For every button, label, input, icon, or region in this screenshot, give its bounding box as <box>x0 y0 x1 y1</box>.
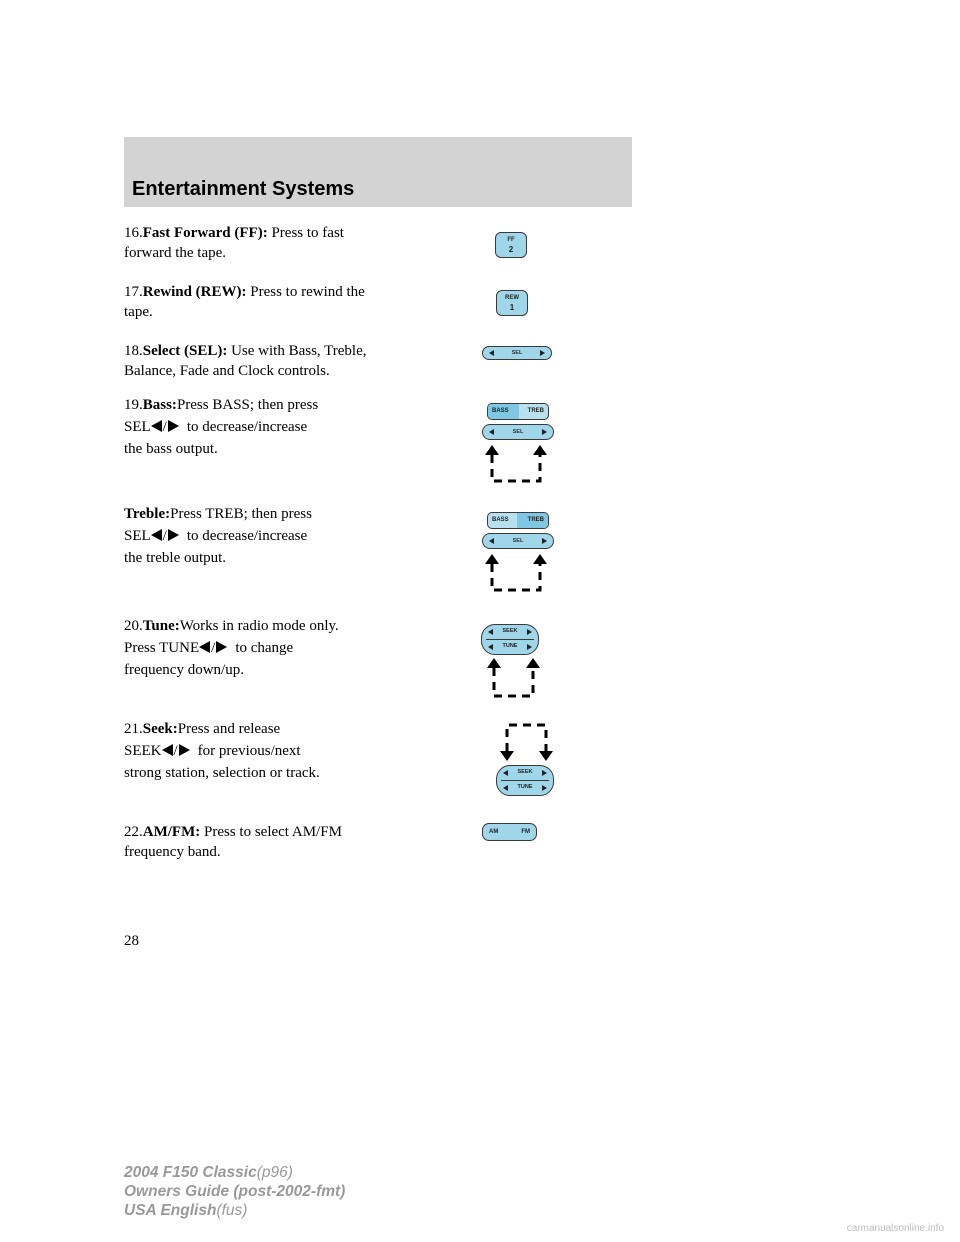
entry-bass: 19.Bass:Press BASS; then press SEL / to decrease/increase the bass output. <box>124 397 319 457</box>
sel-right-arrow-icon <box>540 350 545 356</box>
term-fast-forward: Fast Forward (FF): <box>142 225 268 241</box>
right-triangle-icon <box>168 529 179 541</box>
bass-controls-illustration <box>482 403 556 485</box>
ff-button-icon: FF 2 <box>495 232 527 258</box>
entry-fast-forward: 16.Fast Forward (FF): Press to fast forward the tape. <box>124 225 344 261</box>
arrows-up-indicator-icon <box>482 554 556 594</box>
seek-tune-button-icon: SEEK TUNE <box>481 624 539 655</box>
document-footer: 2004 F150 Classic(p96) Owners Guide (post-2002-fmt) USA English(fus) <box>124 1164 346 1219</box>
left-triangle-icon <box>199 641 210 653</box>
entry-seek: 21.Seek:Press and release SEEK / for previous/next strong station, selection or track. <box>124 721 320 781</box>
page-number: 28 <box>124 933 139 949</box>
entry-treble: Treble:Press TREB; then press SEL / to decrease/increase the treble output. <box>124 506 312 566</box>
seek-tune-button-icon: SEEK TUNE <box>496 765 554 796</box>
term-tune: Tune: <box>142 618 180 634</box>
entry-rewind: 17.Rewind (REW): Press to rewind the tape. <box>124 284 365 320</box>
left-triangle-icon <box>151 529 162 541</box>
arrows-up-indicator-icon <box>482 445 556 485</box>
term-am-fm: AM/FM: <box>142 824 201 840</box>
term-rewind: Rewind (REW): <box>142 284 247 300</box>
term-select: Select (SEL): <box>142 343 228 359</box>
tune-controls-illustration <box>481 624 543 700</box>
watermark: carmanualsonline.info <box>846 1223 944 1234</box>
entry-tune: 20.Tune:Works in radio mode only. Press TUNE / to change frequency down/up. <box>124 618 339 678</box>
bass-treb-button-icon: BASS TREB <box>487 512 549 529</box>
section-title: Entertainment Systems <box>132 178 355 200</box>
right-triangle-icon <box>168 420 179 432</box>
term-treble: Treble: <box>124 506 171 522</box>
arrows-down-indicator-icon <box>494 723 556 765</box>
seek-controls-illustration <box>494 723 556 799</box>
right-triangle-icon <box>216 641 227 653</box>
left-triangle-icon <box>162 744 173 756</box>
right-triangle-icon <box>179 744 190 756</box>
sel-button-icon: SEL <box>482 346 552 360</box>
sel-button-icon: SEL <box>482 533 554 549</box>
entry-am-fm: 22.AM/FM: Press to select AM/FM frequency band. <box>124 824 342 860</box>
sel-button-icon: SEL <box>482 424 554 440</box>
treble-controls-illustration <box>482 512 556 594</box>
header-band <box>124 137 632 207</box>
entry-select: 18.Select (SEL): Use with Bass, Treble, Balance, Fade and Clock controls. <box>124 343 367 379</box>
bass-treb-button-icon: BASS TREB <box>487 403 549 420</box>
arrows-up-indicator-icon <box>481 658 543 702</box>
rew-button-icon: REW 1 <box>496 290 528 316</box>
term-seek: Seek: <box>142 721 178 737</box>
term-bass: Bass: <box>142 397 177 413</box>
left-triangle-icon <box>151 420 162 432</box>
am-fm-button-icon: AM FM <box>482 823 537 841</box>
